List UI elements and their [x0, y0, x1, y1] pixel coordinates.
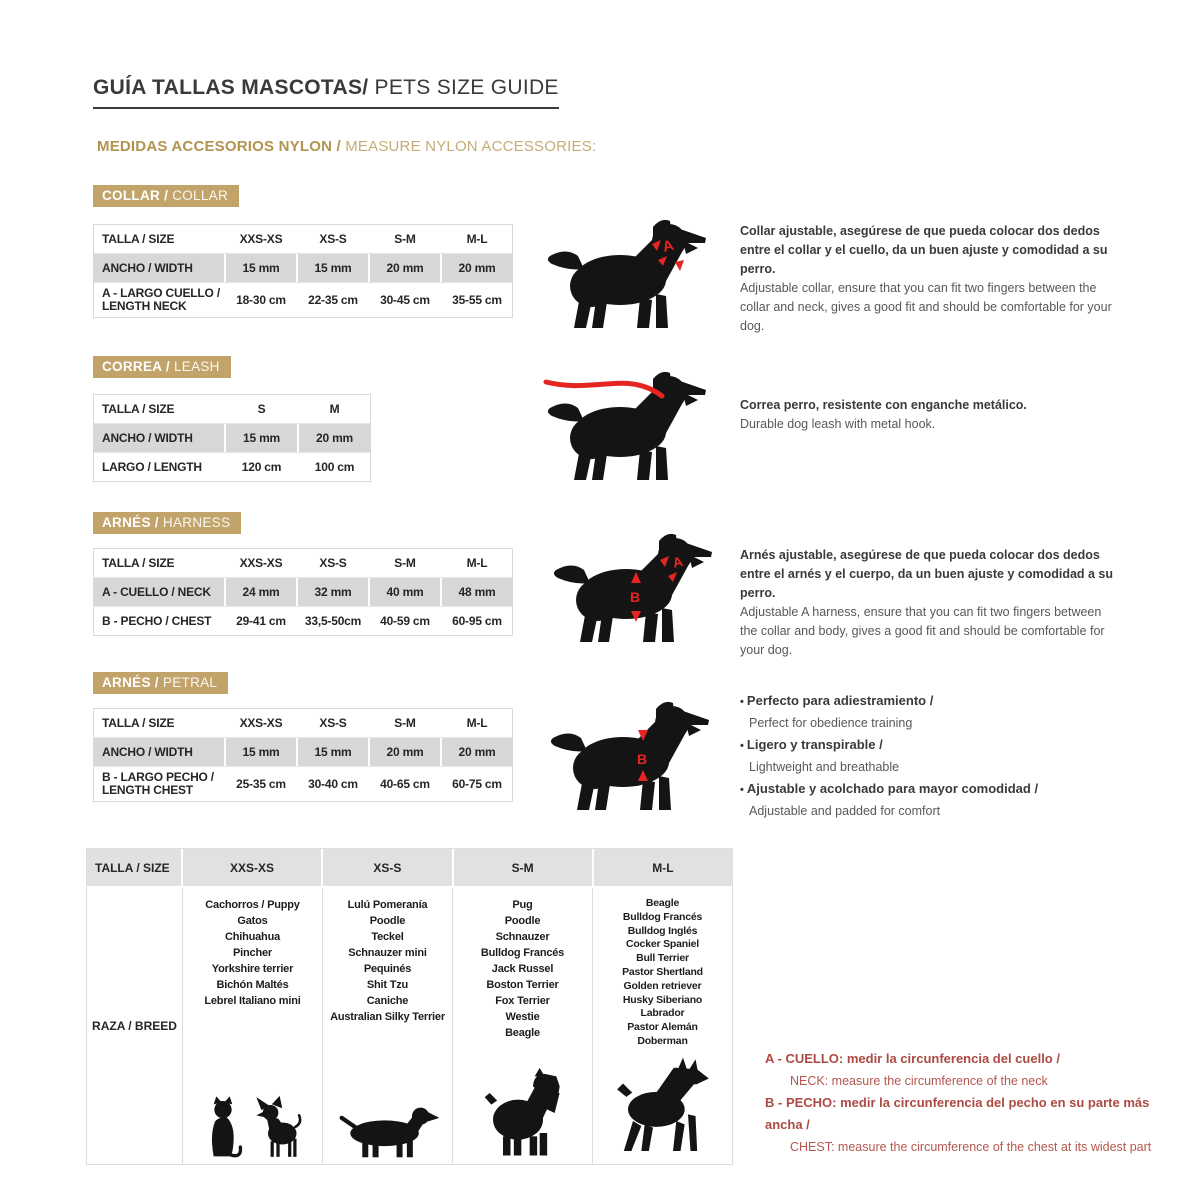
petral-dog-illustration: [543, 696, 713, 816]
leash-badge-es: CORREA /: [102, 359, 170, 374]
breed-item: Schnauzer mini: [348, 947, 427, 959]
petral-feature-en: Perfect for obedience training: [749, 716, 913, 730]
breed-list: [622, 897, 703, 1049]
petral-feature-es: • Ligero y transpirable /: [740, 734, 1135, 757]
leash-desc-en: Durable dog leash with metal hook.: [740, 417, 936, 431]
value-cell: 20 mm: [368, 738, 440, 766]
petral-badge-en: PETRAL: [158, 675, 218, 690]
petral-feature-es: • Perfecto para adiestramiento /: [740, 690, 1135, 713]
collar-description: [740, 222, 1122, 336]
value-cell: 18-30 cm: [224, 283, 296, 317]
value-cell: 40-59 cm: [368, 607, 440, 635]
breeds-column-s-m: [452, 888, 592, 1164]
svg-text:A: A: [670, 552, 685, 571]
subtitle-en: MEASURE NYLON ACCESSORIES:: [340, 138, 597, 155]
table-row: [94, 766, 512, 801]
dog-silhouette-icon: [540, 366, 710, 486]
leash-description: [740, 396, 1122, 434]
value-cell: 60-95 cm: [440, 607, 512, 635]
breeds-header-cell: XS-S: [321, 849, 451, 886]
value-cell: 15 mm: [224, 738, 296, 766]
value-cell: 48 mm: [440, 578, 512, 606]
breed-item: Caniche: [366, 995, 409, 1007]
value-cell: M: [297, 395, 370, 423]
value-cell: 30-40 cm: [296, 767, 368, 801]
breeds-column-xxs-xs: [182, 888, 322, 1164]
value-cell: 20 mm: [368, 254, 440, 282]
harness-badge: [93, 512, 241, 534]
value-cell: 20 mm: [440, 254, 512, 282]
breed-item: Husky Siberiano: [622, 993, 703, 1006]
row-label-cell: TALLA / SIZE: [102, 401, 175, 416]
measurement-notes: [765, 1048, 1185, 1158]
breeds-column-m-l: [592, 888, 732, 1164]
breed-item: Shit Tzu: [366, 979, 409, 991]
value-cell: 40-65 cm: [368, 767, 440, 801]
breed-list: [330, 897, 445, 1025]
schnauzer-silhouette-icon: [483, 1067, 563, 1159]
table-row: [94, 577, 512, 606]
breed-item: Westie: [505, 1011, 540, 1023]
breed-item: Pastor Alemán: [627, 1021, 698, 1034]
breed-item: Pequinés: [363, 963, 412, 975]
breeds-row-label: RAZA / BREED: [92, 1018, 177, 1033]
table-row: [94, 423, 370, 452]
breeds-header-cell: S-M: [452, 849, 592, 886]
value-cell: 40 mm: [368, 578, 440, 606]
dog-silhouette-icon: [546, 528, 716, 648]
leash-badge: [93, 356, 231, 378]
breed-item: Chihuahua: [224, 931, 281, 943]
note-b-en: CHEST: measure the circumference of the chest at its widest part: [790, 1140, 1152, 1154]
leash-desc-es: Correa perro, resistente con enganche metálico.: [740, 398, 1027, 412]
breeds-header-cell: TALLA / SIZE: [95, 860, 170, 875]
value-cell: XXS-XS: [224, 549, 296, 577]
value-cell: 15 mm: [224, 254, 296, 282]
value-cell: XS-S: [296, 549, 368, 577]
row-label-cell: ANCHO / WIDTH: [102, 744, 193, 759]
breed-item: Lebrel Italiano mini: [204, 995, 301, 1007]
table-row: [94, 737, 512, 766]
petral-feature-es: • Ajustable y acolchado para mayor comodidad /: [740, 778, 1135, 801]
breed-item: Golden retriever: [623, 979, 702, 992]
breed-item: Bulldog Inglés: [627, 924, 698, 937]
petral-features: [740, 690, 1135, 822]
value-cell: 20 mm: [440, 738, 512, 766]
collar-desc-es: Collar ajustable, asegúrese de que pueda colocar dos dedos entre el collar y el cuello, da un buen ajuste y comodidad a su perro.: [740, 224, 1108, 276]
harness-badge-es: ARNÉS /: [102, 515, 159, 530]
value-cell: M-L: [440, 549, 512, 577]
note-a-en: NECK: measure the circumference of the neck: [790, 1074, 1048, 1088]
collar-badge-en: COLLAR: [168, 188, 229, 203]
petral-badge-es: ARNÉS /: [102, 675, 159, 690]
value-cell: 32 mm: [296, 578, 368, 606]
dog-silhouette-icon: [540, 214, 710, 334]
breeds-body: [87, 886, 732, 1164]
value-cell: XS-S: [296, 225, 368, 253]
breed-item: Schnauzer: [495, 931, 550, 943]
svg-text:A: A: [660, 236, 676, 256]
breed-item: Cachorros / Puppy: [205, 899, 300, 911]
page-title-en: PETS SIZE GUIDE: [368, 76, 559, 99]
value-cell: M-L: [440, 225, 512, 253]
breed-item: Doberman: [637, 1034, 688, 1047]
table-header-row: [94, 709, 512, 737]
collar-badge-es: COLLAR /: [102, 188, 169, 203]
breed-item: Gatos: [237, 915, 268, 927]
breeds-row-label-cell: [87, 888, 182, 1164]
harness-desc-en: Adjustable A harness, ensure that you can fit two fingers between the collar and body, gives a good fit and should be comfortable for your dog.: [740, 605, 1105, 657]
collar-size-table: [93, 224, 513, 318]
value-cell: 20 mm: [297, 424, 370, 452]
breed-item: Beagle: [505, 1027, 540, 1039]
harness-desc-es: Arnés ajustable, asegúrese de que pueda colocar dos dedos entre el arnés y el cuerpo, da un buen ajuste y comodidad a su perro.: [740, 548, 1114, 600]
breed-item: Pug: [512, 899, 533, 911]
breed-list: [481, 897, 564, 1041]
row-label-cell: ANCHO / WIDTH: [102, 260, 193, 275]
harness-description: [740, 546, 1122, 660]
petral-badge: [93, 672, 228, 694]
cat-silhouette-icon: [203, 1095, 243, 1159]
subtitle-es: MEDIDAS ACCESORIOS NYLON /: [97, 138, 341, 155]
leash-dog-illustration: [540, 366, 710, 486]
value-cell: 22-35 cm: [296, 283, 368, 317]
value-cell: 35-55 cm: [440, 283, 512, 317]
table-header-row: [94, 549, 512, 577]
row-label-cell: B - PECHO / CHEST: [102, 613, 212, 628]
row-label-cell: TALLA / SIZE: [102, 715, 175, 730]
breed-silhouettes: [613, 1053, 713, 1164]
breed-item: Teckel: [371, 931, 404, 943]
row-label-cell: B - LARGO PECHO / LENGTH CHEST: [102, 770, 214, 797]
breed-item: Boston Terrier: [486, 979, 559, 991]
value-cell: 30-45 cm: [368, 283, 440, 317]
value-cell: 100 cm: [297, 453, 370, 481]
value-cell: S-M: [368, 709, 440, 737]
row-label-cell: A - LARGO CUELLO / LENGTH NECK: [102, 286, 220, 313]
value-cell: S-M: [368, 225, 440, 253]
row-label-cell: ANCHO / WIDTH: [102, 430, 193, 445]
collar-badge: [93, 185, 239, 207]
breed-item: Poodle: [369, 915, 406, 927]
row-label-cell: TALLA / SIZE: [102, 231, 175, 246]
value-cell: XXS-XS: [224, 709, 296, 737]
breed-item: Beagle: [645, 897, 680, 909]
row-label-cell: TALLA / SIZE: [102, 555, 175, 570]
value-cell: 15 mm: [296, 254, 368, 282]
note-a-es: A - CUELLO: medir la circunferencia del cuello /: [765, 1051, 1060, 1066]
breed-item: Jack Russel: [491, 963, 554, 975]
page-subtitle: [97, 138, 596, 155]
value-cell: XXS-XS: [224, 225, 296, 253]
page-title-es: GUÍA TALLAS MASCOTAS/: [93, 76, 369, 99]
breed-item: Fox Terrier: [495, 995, 550, 1007]
breed-silhouettes: [203, 1095, 303, 1164]
breed-item: Bulldog Francés: [480, 947, 565, 959]
breed-item: Bulldog Francés: [622, 910, 703, 923]
dog-silhouette-icon: [543, 696, 713, 816]
value-cell: XS-S: [296, 709, 368, 737]
collar-desc-en: Adjustable collar, ensure that you can fit two fingers between the collar and neck, gives a good fit and should be comfortable for your dog.: [740, 281, 1112, 333]
harness-dog-illustration: [546, 528, 716, 648]
dachshund-silhouette-icon: [335, 1099, 441, 1159]
breeds-header-row: [87, 849, 732, 886]
breed-item: Poodle: [504, 915, 541, 927]
petral-size-table: [93, 708, 513, 802]
breeds-column-xs-s: [322, 888, 452, 1164]
note-b-es: B - PECHO: medir la circunferencia del pecho en su parte más ancha /: [765, 1095, 1150, 1132]
row-label-cell: A - CUELLO / NECK: [102, 584, 211, 599]
collar-dog-illustration: [540, 214, 710, 334]
breeds-table: [86, 848, 733, 1165]
breed-item: Bull Terrier: [636, 952, 689, 965]
petral-feature-en: Adjustable and padded for comfort: [749, 804, 941, 818]
leash-badge-en: LEASH: [169, 359, 220, 374]
breeds-header-cell: M-L: [592, 849, 732, 886]
breed-silhouettes: [335, 1099, 441, 1164]
table-row: [94, 606, 512, 635]
table-header-row: [94, 225, 512, 253]
petral-feature-en: Lightweight and breathable: [749, 760, 900, 774]
breeds-header-cell: XXS-XS: [181, 849, 321, 886]
breed-item: Cocker Spaniel: [625, 938, 700, 951]
value-cell: 33,5-50cm: [296, 607, 368, 635]
table-row: [94, 282, 512, 317]
breed-item: Australian Silky Terrier: [330, 1011, 445, 1023]
value-cell: 15 mm: [224, 424, 297, 452]
table-row: [94, 452, 370, 481]
value-cell: 15 mm: [296, 738, 368, 766]
harness-size-table: [93, 548, 513, 636]
leash-line: [546, 382, 662, 396]
chihuahua-silhouette-icon: [255, 1095, 303, 1159]
breed-list: [204, 897, 300, 1009]
breed-item: Lulú Pomeranía: [347, 899, 428, 911]
value-cell: 25-35 cm: [224, 767, 296, 801]
table-row: [94, 253, 512, 282]
breed-item: Pincher: [233, 947, 272, 959]
value-cell: S: [224, 395, 297, 423]
breed-item: Bichón Maltés: [216, 979, 289, 991]
breed-item: Yorkshire terrier: [211, 963, 294, 975]
value-cell: 29-41 cm: [224, 607, 296, 635]
doberman-silhouette-icon: [613, 1053, 713, 1159]
breed-silhouettes: [483, 1067, 563, 1164]
svg-text:B: B: [637, 751, 648, 767]
value-cell: S-M: [368, 549, 440, 577]
breed-item: Labrador: [640, 1007, 685, 1020]
svg-text:B: B: [630, 589, 641, 605]
value-cell: 24 mm: [224, 578, 296, 606]
table-header-row: [94, 395, 370, 423]
harness-badge-en: HARNESS: [158, 515, 231, 530]
value-cell: 60-75 cm: [440, 767, 512, 801]
leash-size-table: [93, 394, 371, 482]
value-cell: M-L: [440, 709, 512, 737]
row-label-cell: LARGO / LENGTH: [102, 459, 202, 474]
value-cell: 120 cm: [224, 453, 297, 481]
page-title: [93, 76, 559, 109]
breed-item: Pastor Shertland: [622, 965, 703, 978]
